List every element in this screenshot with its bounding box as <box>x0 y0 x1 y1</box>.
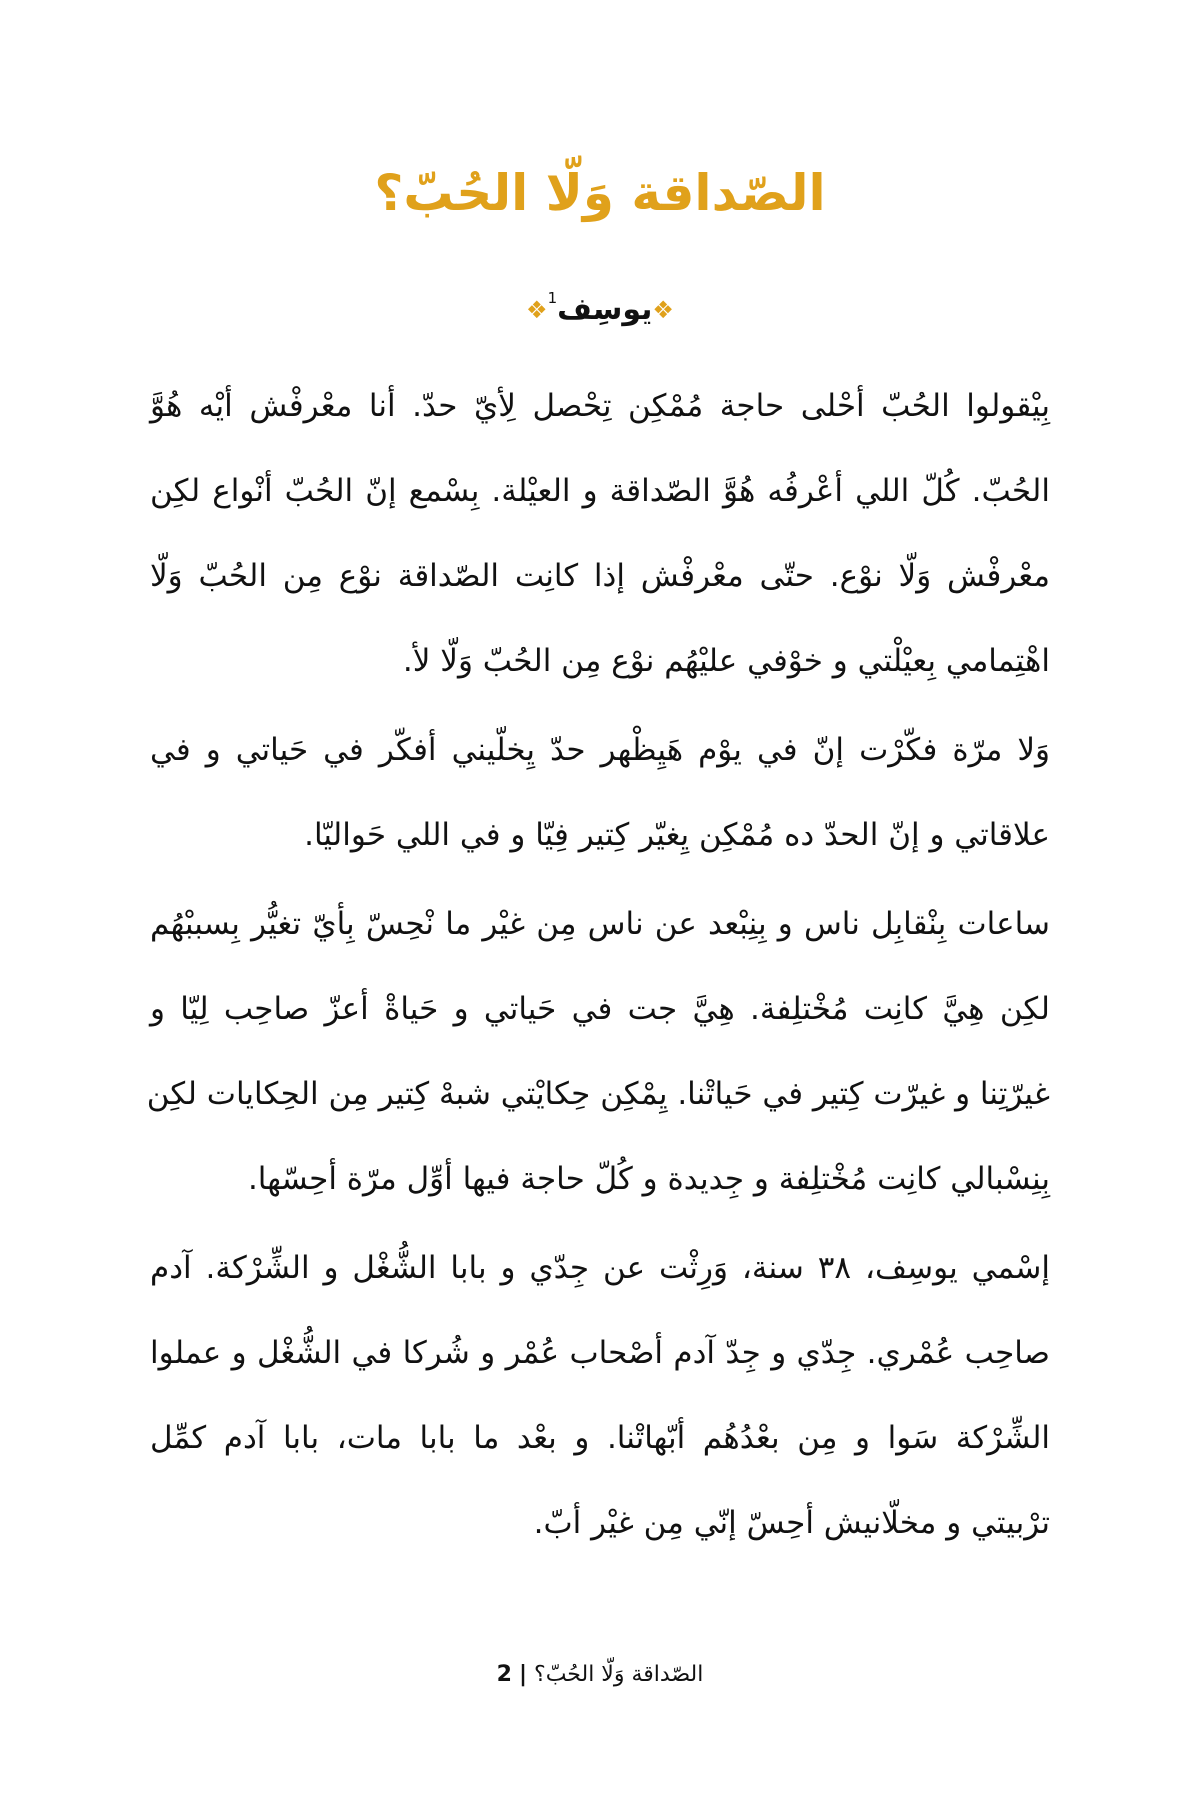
page-footer <box>0 1655 1200 1695</box>
text-line: الحُبّ. كُلّ اللي أعْرفُه هُوَّ الصّداقة و العيْلة. بِسْمع إنّ الحُبّ أنْواع لكِن <box>150 473 1050 509</box>
text-line: ترْبيتي و مخلّانيش أحِسّ إنّي مِن غيْر أبّ. <box>533 1505 1050 1541</box>
text-line: بِنِسْبالي كانِت مُخْتلِفة و جِديدة و كُلّ حاجة فيها أوِّل مرّة أحِسّها. <box>247 1161 1050 1197</box>
footer-separator: | <box>518 1662 528 1687</box>
text-line: بِيْقولوا الحُبّ أحْلى حاجة مُمْكِن تِحْصل لِأيّ حدّ. أنا معْرفْش أيْه هُوَّ <box>150 388 1050 424</box>
page-number: 2 <box>496 1662 512 1687</box>
page-title: الصّداقة وَلّا الحُبّ؟ <box>374 164 826 222</box>
ornament-icon: ❖ <box>526 296 548 324</box>
text-line: وَلا مرّة فكّرْت إنّ في يوْم هَيِظْهر حدّ يِخلّيني أفكّر في حَياتي و في <box>150 732 1050 768</box>
ornament-icon: ❖ <box>652 296 674 324</box>
paragraph-2 <box>150 708 1050 878</box>
text-line: ساعات بِنْقابِل ناس و بِنِبْعد عن ناس مِن غيْر ما نْحِسّ بِأيّ تغيُّر بِسببْهُم <box>150 906 1050 942</box>
footnote-marker[interactable]: 1 <box>547 289 558 307</box>
text-line: لكِن هِيَّ كانِت مُخْتلِفة. هِيَّ جت في حَياتي و حَياةْ أعزّ صاحِب لِيّا و <box>150 991 1050 1027</box>
paragraph-3 <box>146 882 1050 1222</box>
body-text <box>146 364 1050 1570</box>
author-line <box>0 283 1200 337</box>
text-line: غيرّتِنا و غيرّت كِتير في حَياتْنا. يِمْكِن حِكايْتي شبهْ كِتير مِن الحِكايات لكِن <box>146 1076 1050 1112</box>
paragraph-1 <box>150 364 1050 704</box>
text-line: إسْمي يوسِف، ٣٨ سنة، وَرِثْت عن جِدّي و بابا الشُّغْل و الشِّرْكة. آدم <box>150 1250 1050 1286</box>
paragraph-4 <box>150 1226 1050 1566</box>
text-line: اهْتِمامي بِعيْلْتي و خوْفي عليْهُم نوْع مِن الحُبّ وَلّا لأ. <box>402 643 1050 679</box>
text-line: الشِّرْكة سَوا و مِن بعْدُهُم أبّهاتْنا. و بعْد ما بابا مات، بابا آدم كمِّل <box>150 1420 1050 1456</box>
text-line: علاقاتي و إنّ الحدّ ده مُمْكِن يِغيّر كِتير فِيّا و في اللي حَواليّا. <box>304 817 1050 853</box>
text-line: معْرفْش وَلّا نوْع. حتّى معْرفْش إذا كانِت الصّداقة نوْع مِن الحُبّ وَلّا <box>150 558 1050 594</box>
text-line: صاحِب عُمْري. جِدّي و جِدّ آدم أصْحاب عُمْر و شُركا في الشُّغْل و عملوا <box>150 1335 1050 1371</box>
author-name: يوسِف <box>557 292 653 327</box>
running-title: الصّداقة وَلّا الحُبّ؟ <box>534 1662 704 1687</box>
